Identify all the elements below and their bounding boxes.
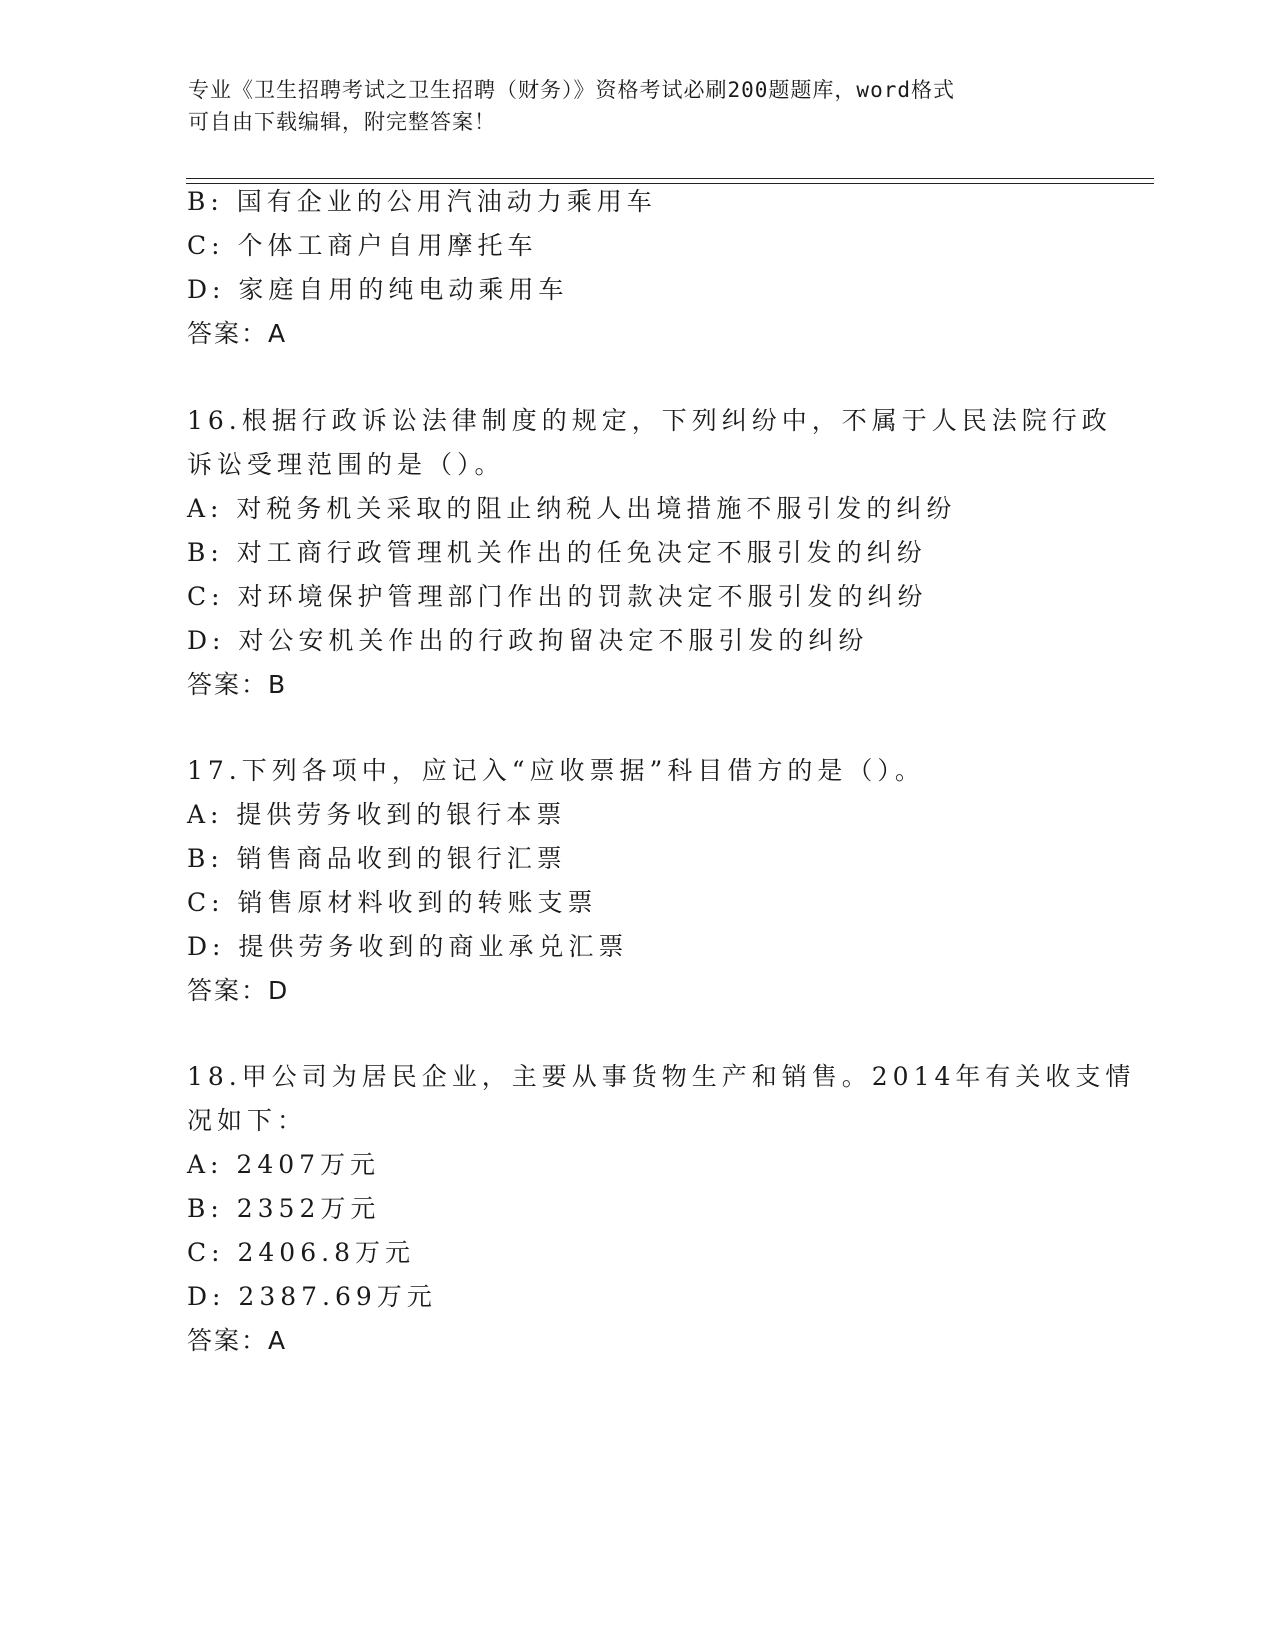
q16-option-d: D: 对公安机关作出的行政拘留决定不服引发的纠纷 [187, 626, 869, 655]
header-divider-bottom [186, 183, 1154, 184]
q15-option-c: C: 个体工商户自用摩托车 [187, 231, 538, 260]
q16-option-b: B: 对工商行政管理机关作出的任免决定不服引发的纠纷 [187, 538, 927, 567]
q18-answer: 答案：A [187, 1326, 288, 1355]
q18-option-d: D: 2387.69万元 [187, 1282, 437, 1311]
q16-stem-line-2: 诉讼受理范围的是（）。 [187, 450, 505, 479]
header-line-1: 专业《卫生招聘考试之卫生招聘（财务）》资格考试必刷200题题库，word格式 [188, 78, 955, 102]
q15-answer: 答案：A [187, 319, 288, 348]
q18-option-b: B: 2352万元 [187, 1194, 381, 1223]
q18-stem-line-2: 况如下： [187, 1106, 308, 1135]
q16-stem-line-1: 16.根据行政诉讼法律制度的规定，下列纠纷中，不属于人民法院行政 [187, 406, 1112, 435]
q17-stem-line-1: 17.下列各项中，应记入“应收票据”科目借方的是（）。 [187, 756, 925, 785]
q17-option-c: C: 销售原材料收到的转账支票 [187, 888, 598, 917]
header-line-2: 可自由下载编辑，附完整答案！ [188, 110, 496, 134]
q17-option-d: D: 提供劳务收到的商业承兑汇票 [187, 932, 629, 961]
q18-stem-line-1: 18.甲公司为居民企业，主要从事货物生产和销售。2014年有关收支情 [187, 1062, 1136, 1091]
q17-option-b: B: 销售商品收到的银行汇票 [187, 844, 567, 873]
document-header [188, 74, 1088, 138]
q16-answer: 答案：B [187, 670, 288, 699]
q16-option-c: C: 对环境保护管理部门作出的罚款决定不服引发的纠纷 [187, 582, 928, 611]
q16-option-a: A: 对税务机关采取的阻止纳税人出境措施不服引发的纠纷 [187, 494, 957, 523]
q18-option-a: A: 2407万元 [187, 1150, 381, 1179]
q15-option-d: D: 家庭自用的纯电动乘用车 [187, 275, 569, 304]
q17-option-a: A: 提供劳务收到的银行本票 [187, 800, 567, 829]
q18-option-c: C: 2406.8万元 [187, 1238, 415, 1267]
header-divider-top [186, 178, 1154, 179]
q15-option-b: B: 国有企业的公用汽油动力乘用车 [187, 187, 657, 216]
q17-answer: 答案：D [187, 976, 290, 1005]
